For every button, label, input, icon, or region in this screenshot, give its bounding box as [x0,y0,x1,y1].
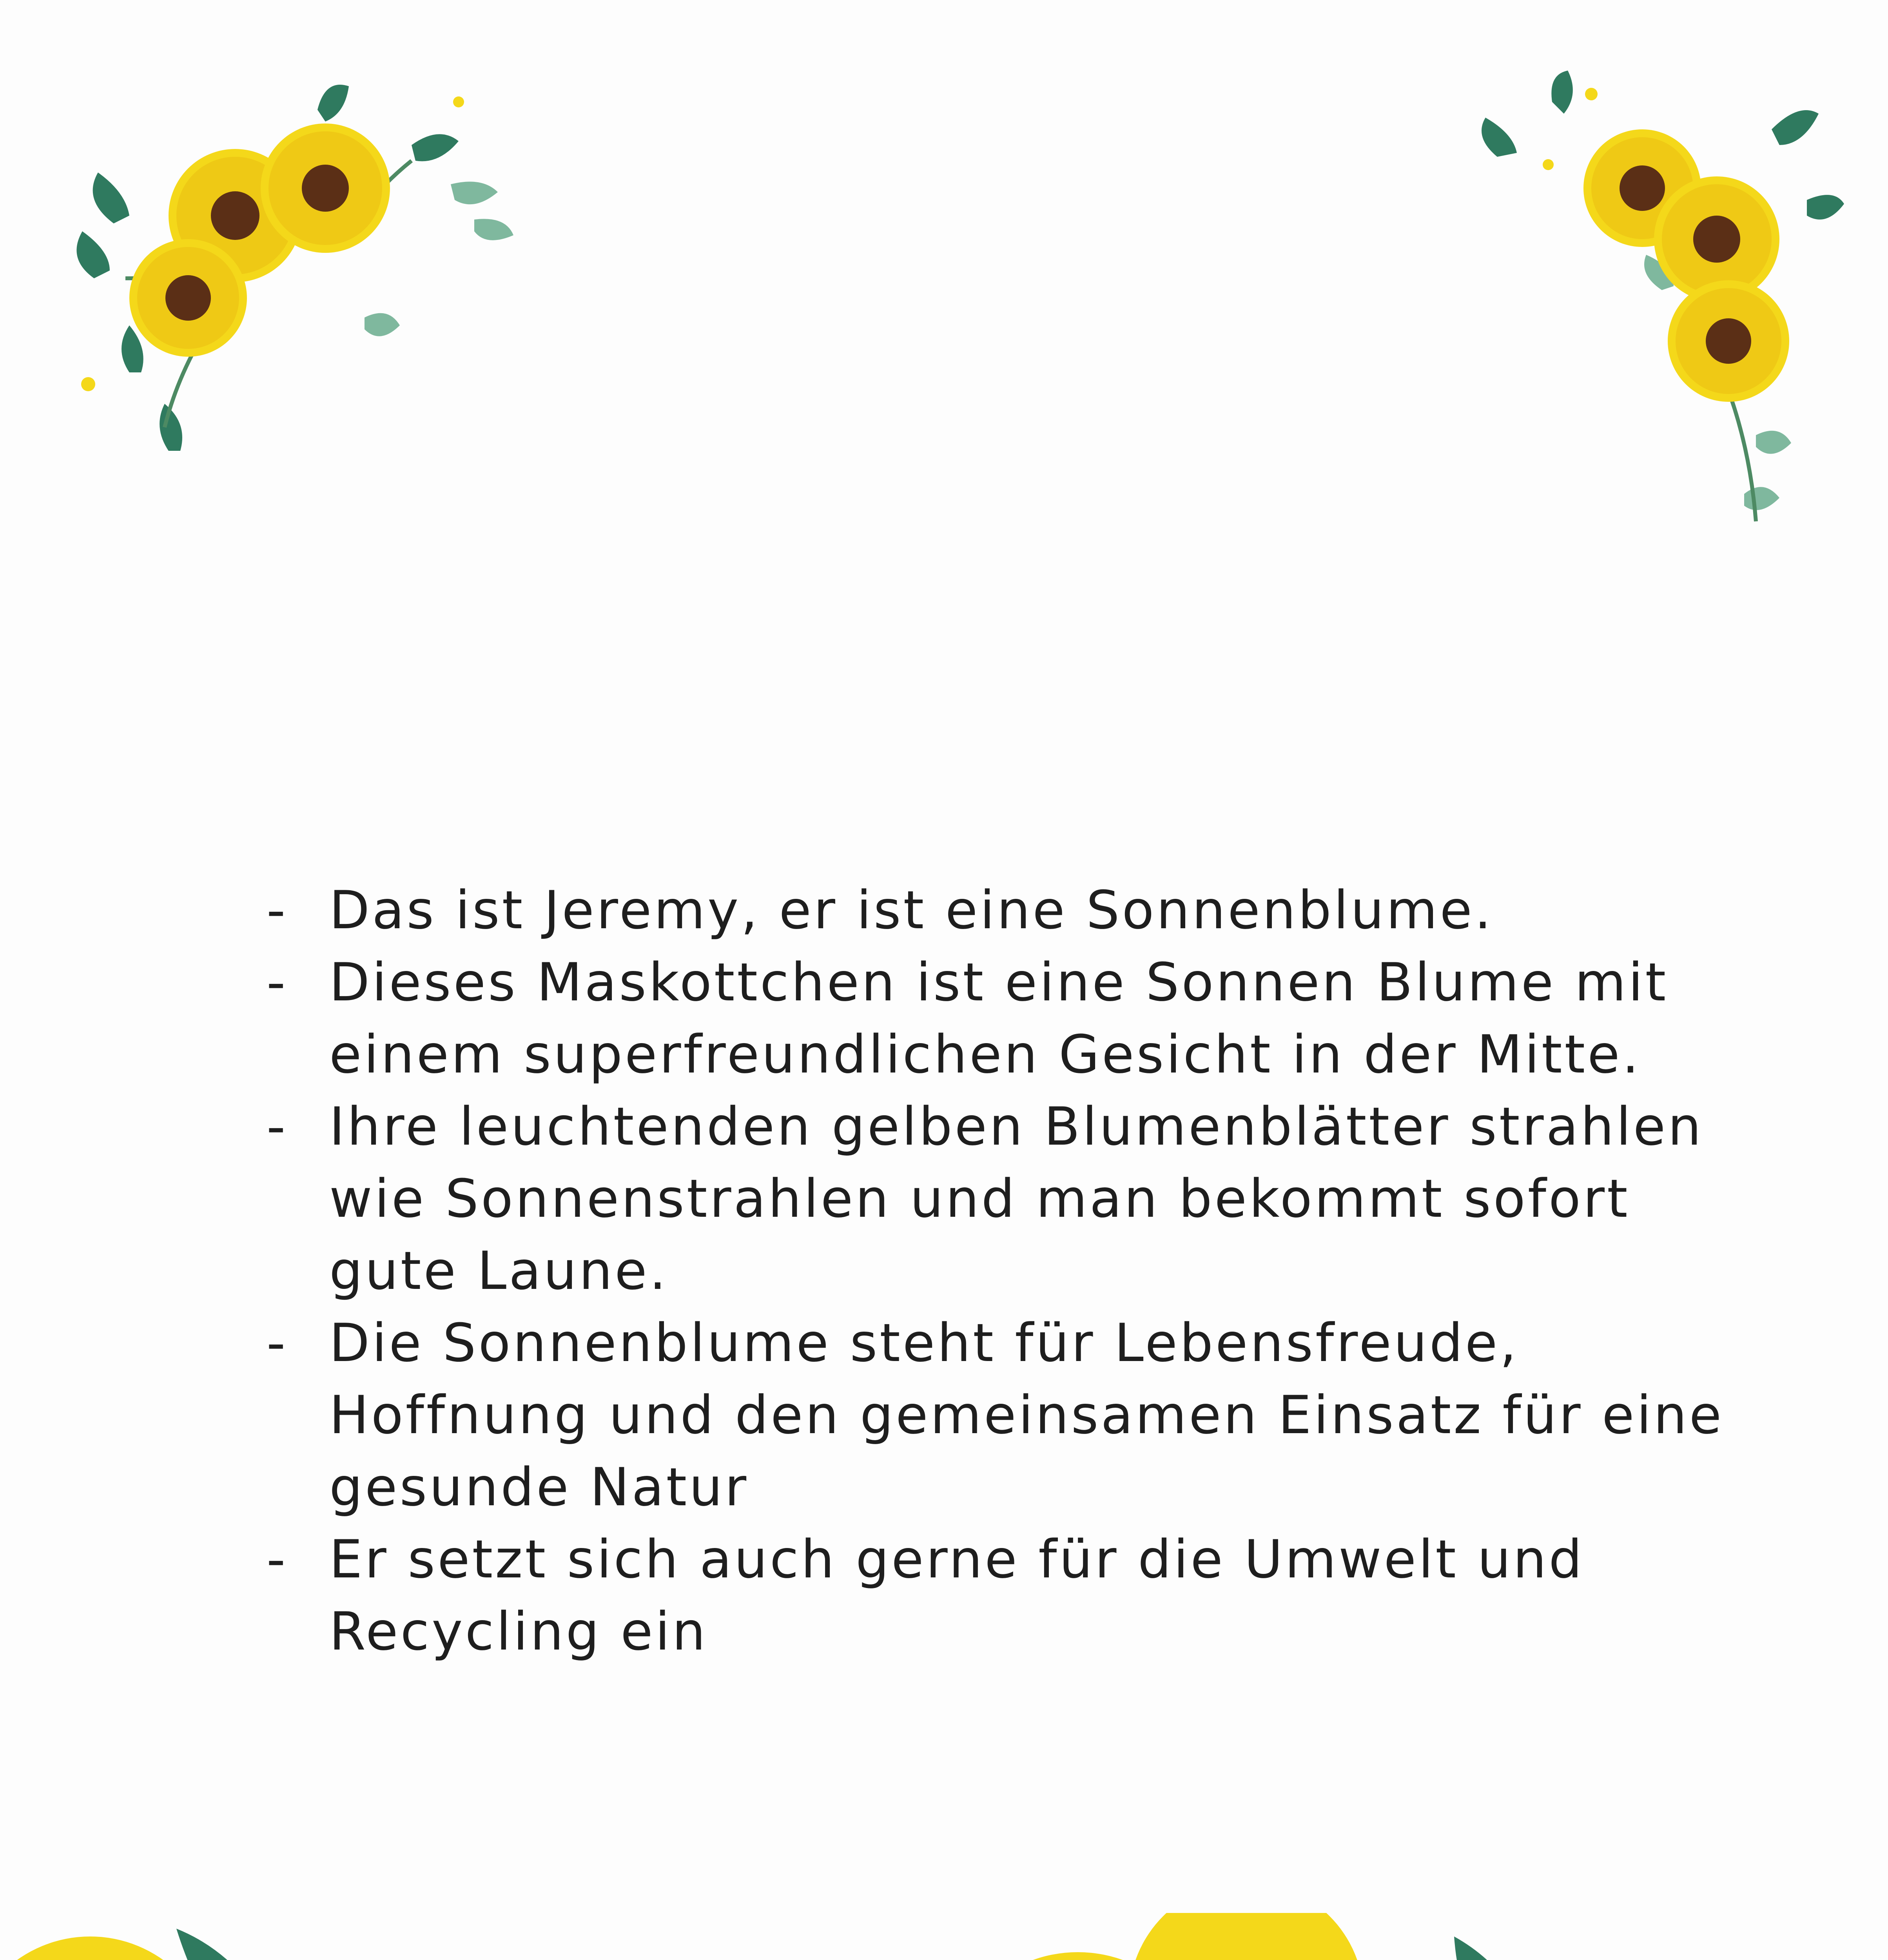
bullet-marker: - [267,1096,288,1157]
bullet-item [267,946,1740,1091]
bullet-item [267,1307,1740,1523]
bullet-text: Das ist Jeremy, er ist eine Sonnenblume. [329,880,1494,941]
sunflower-3 [129,239,247,357]
bullet-text: Dieses Maskottchen ist eine Sonnen Blume mit einem superfreundlichen Gesicht in der Mitte. [329,952,1669,1085]
bullet-text: Ihre leuchtenden gelben Blumenblätter strahlen wie Sonnenstrahlen und man bekommt sofort gute Laune. [329,1096,1704,1301]
bullet-marker: - [267,952,288,1013]
bullet-text: Die Sonnenblume steht für Lebensfreude, Hoffnung und den gemeinsamen Einsatz für eine gesunde Natur [329,1312,1724,1518]
mascot-description-list [267,874,1740,1668]
meadow-leaves [12,1929,1862,1960]
sunflower-meadow-band [12,1913,1862,1960]
bullet-text: Er setzt sich auch gerne für die Umwelt und Recycling ein [329,1529,1585,1662]
bullet-item [267,1091,1740,1307]
sunflower-2 [261,123,390,253]
top-left-sunflower-bouquet [67,74,537,498]
bullet-item [267,874,1740,946]
meadow-sunflowers [12,1913,1862,1960]
bullet-marker: - [267,1529,288,1590]
bullet-marker: - [267,1312,288,1374]
bullet-marker: - [267,880,288,941]
top-right-sunflower-bouquet [1474,71,1846,541]
bullet-item [267,1523,1740,1668]
sunflower-3 [1668,280,1789,402]
